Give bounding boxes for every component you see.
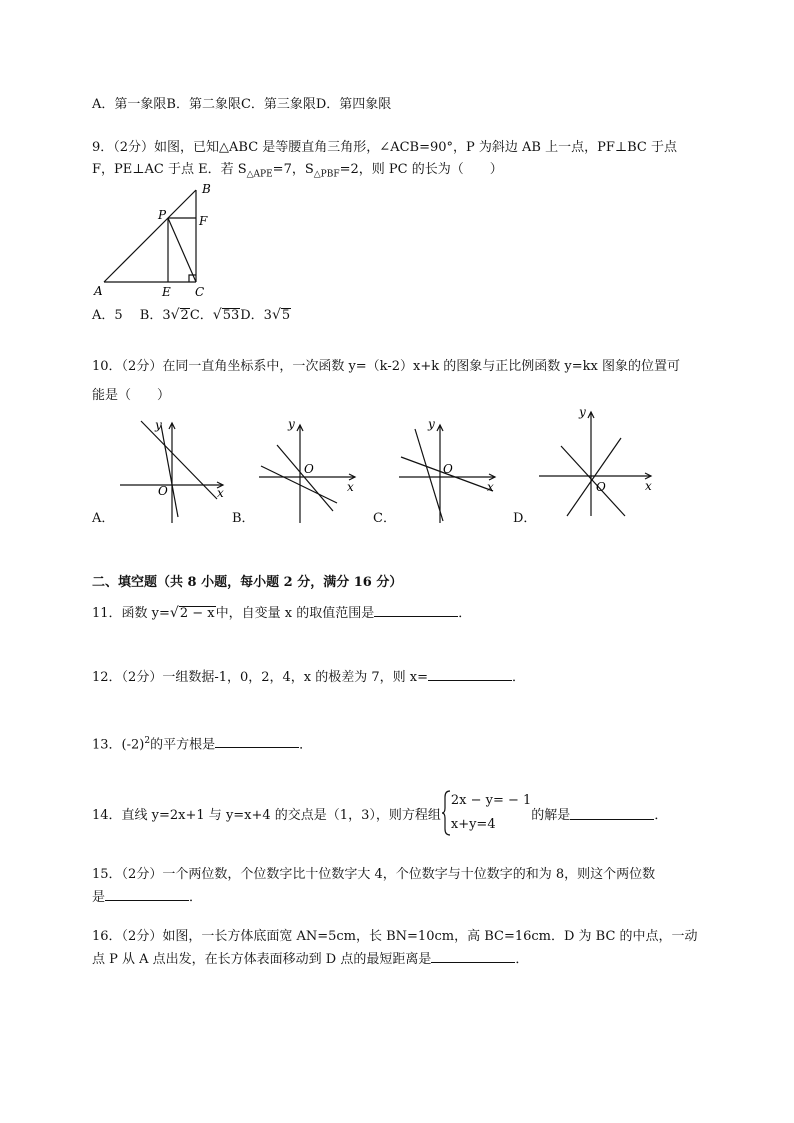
- q12-answer-blank[interactable]: [428, 668, 512, 681]
- q10-option-d[interactable]: D．: [513, 511, 537, 526]
- q10-text-line1: 10．（2分）在同一直角坐标系中，一次函数 y=（k-2）x+k 的图象与正比例函数 y=kx 图象的位置可: [92, 359, 680, 374]
- q16-answer-blank[interactable]: [431, 950, 515, 963]
- line-1: [561, 446, 625, 516]
- svg-text:x: x: [645, 479, 652, 493]
- q9-text-line1: 9．（2分）如图，已知△ABC 是等腰直角三角形，∠ACB=90°，P 为斜边 AB 上一点，PF⊥BC 于点: [92, 140, 677, 155]
- q10-graph-c: [395, 415, 510, 525]
- line-2: [161, 425, 178, 517]
- svg-text:O: O: [304, 462, 314, 476]
- label-b: B: [202, 182, 211, 196]
- q8-options: A．第一象限B．第二象限C．第三象限D．第四象限: [92, 97, 392, 112]
- segment-pc: [168, 218, 196, 282]
- svg-text:O: O: [158, 484, 168, 498]
- svg-text:y: y: [155, 418, 162, 432]
- label-f: F: [199, 214, 208, 228]
- svg-text:x: x: [347, 480, 354, 494]
- q9-options: A．5 B．3√2C．√53D．3√5: [92, 307, 291, 323]
- q10-graph-d: [537, 402, 657, 520]
- svg-text:O: O: [596, 480, 606, 494]
- q14: 14．直线 y=2x+1 与 y=x+4 的交点是（1，3），则方程组 2x − y= − 1 x+y=4 的解是 ．: [92, 789, 667, 837]
- q14-answer-blank[interactable]: [570, 807, 654, 820]
- brace-icon: [441, 790, 451, 836]
- q11: 11．函数 y=√2 − x中，自变量 x 的取值范围是 ．: [92, 605, 472, 621]
- label-e: E: [162, 285, 171, 299]
- label-a: A: [94, 284, 103, 298]
- q10-option-a[interactable]: A．: [92, 511, 115, 526]
- q13-answer-blank[interactable]: [215, 735, 299, 748]
- svg-text:x: x: [217, 486, 224, 500]
- q15-answer-blank[interactable]: [105, 888, 189, 901]
- q15-line2: 是 ．: [92, 890, 203, 905]
- line-1: [141, 421, 217, 499]
- section-2-title: 二、填空题（共 8 小题，每小题 2 分，满分 16 分）: [92, 575, 403, 590]
- q10-graph-a: [115, 415, 230, 525]
- q9-text-line2: F，PE⊥AC 于点 E．若 $S_{\triangle APE}=7$，$S_{\triangle PBF}=2$，则 PC 的长为（ ）: [92, 162, 503, 180]
- q16-line1: 16．（2分）如图，一长方体底面宽 AN=5cm，长 BN=10cm，高 BC=16cm．D 为 BC 的中点，一动: [92, 929, 698, 944]
- q10-option-b[interactable]: B．: [232, 511, 255, 526]
- label-p: P: [158, 208, 167, 222]
- line-2: [567, 438, 621, 516]
- q15-line1: 15．（2分）一个两位数，个位数字比十位数字大 4，个位数字与十位数字的和为 8，则这个两位数: [92, 867, 656, 882]
- svg-text:y: y: [428, 417, 435, 431]
- q11-answer-blank[interactable]: [374, 604, 458, 617]
- q12: 12．（2分）一组数据-1，0，2，4，x 的极差为 7，则 x= ．: [92, 670, 526, 685]
- svg-text:x: x: [487, 480, 494, 494]
- line-2: [415, 429, 443, 521]
- q9-triangle-figure: [92, 182, 222, 300]
- svg-text:O: O: [443, 462, 453, 476]
- q10-graph-b: [255, 415, 370, 525]
- q13: 13．$(-2)^2$的平方根是 ．: [92, 736, 313, 753]
- q10-text-line2: 能是（ ）: [92, 388, 171, 403]
- svg-text:y: y: [288, 417, 295, 431]
- svg-text:y: y: [579, 405, 586, 419]
- label-c: C: [195, 285, 205, 299]
- side-ab: [104, 190, 196, 282]
- q16-line2: 点 P 从 A 点出发，在长方体表面移动到 D 点的最短距离是 ．: [92, 952, 529, 967]
- q10-option-c[interactable]: C．: [373, 511, 396, 526]
